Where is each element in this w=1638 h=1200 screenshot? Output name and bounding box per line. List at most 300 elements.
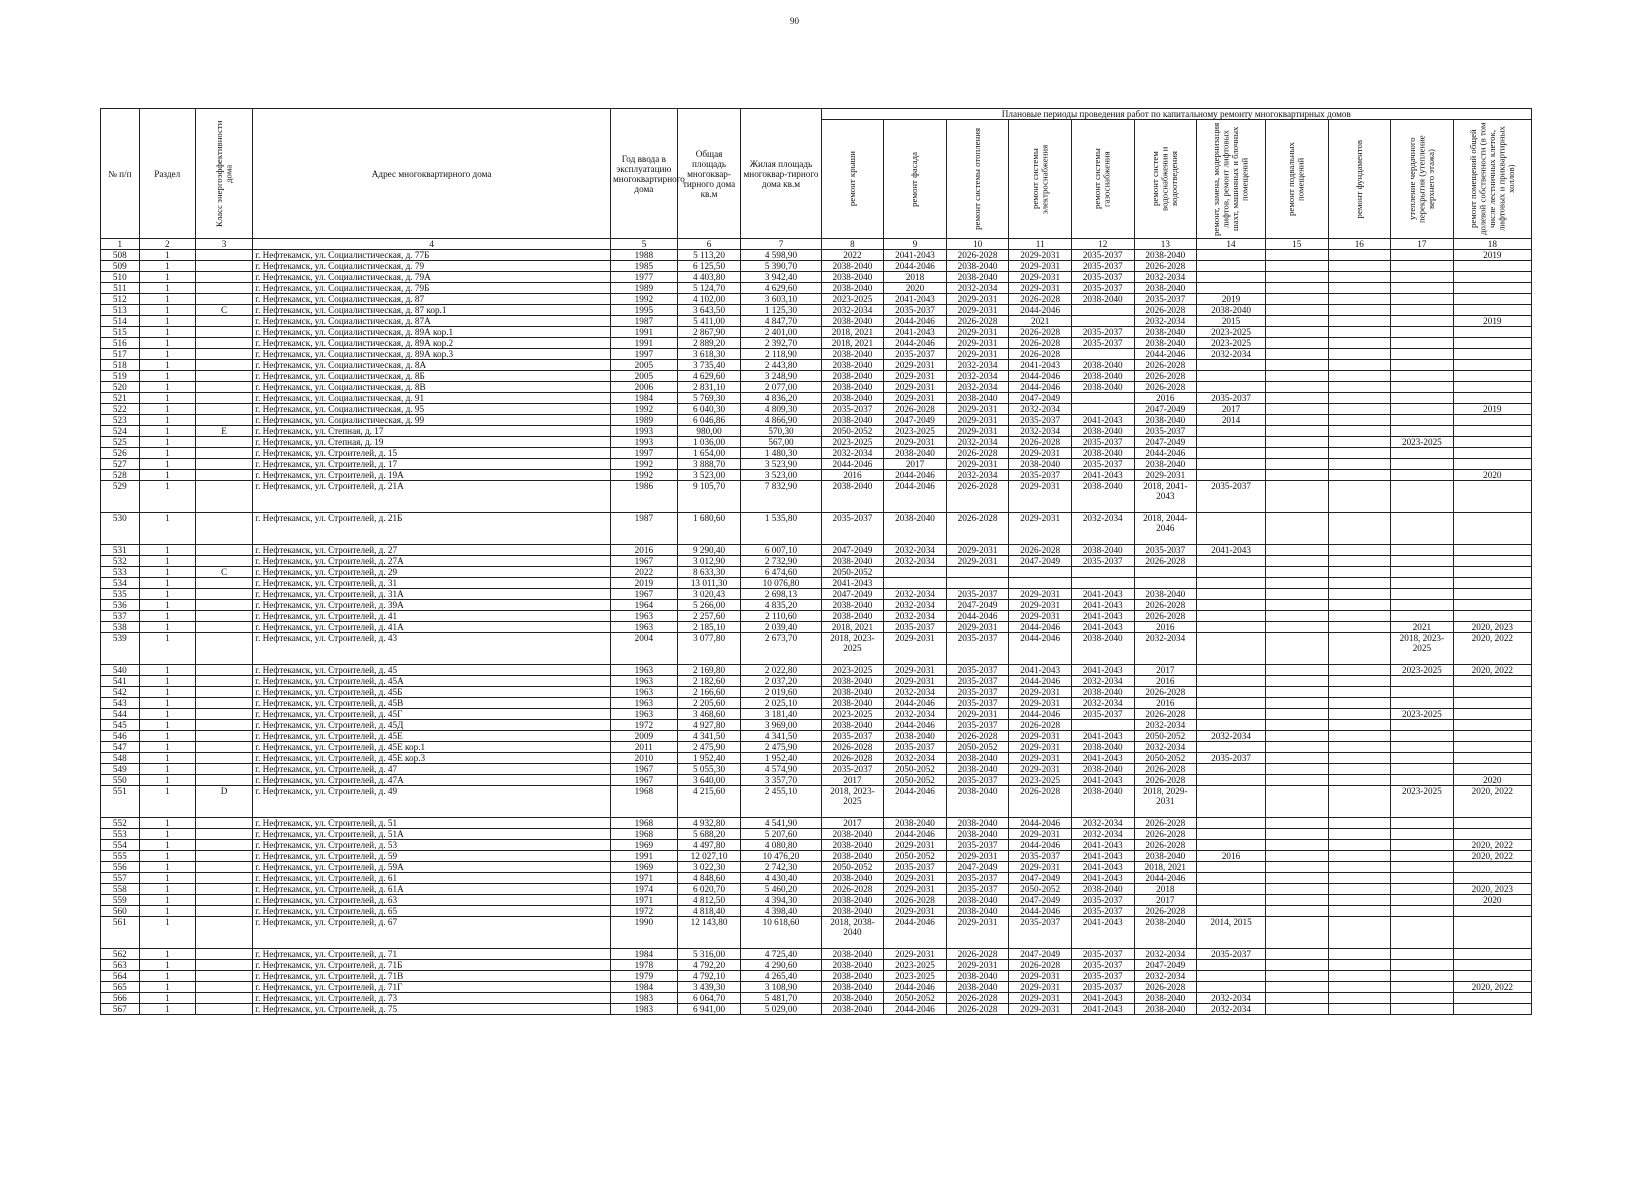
cell-energy-class: [195, 415, 252, 426]
cell-work-water: 2026-2028: [1134, 305, 1197, 316]
cell-work-foundation: [1328, 338, 1391, 349]
cell-work-facade: 2041-2043: [884, 294, 947, 305]
cell-living-area: 5 029,00: [741, 1004, 821, 1015]
cell-year: 1984: [610, 982, 677, 993]
cell-work-electricity: 2029-2031: [1009, 742, 1072, 753]
cell-energy-class: [195, 753, 252, 764]
cell-work-elevators: [1197, 578, 1266, 589]
cell-work-gas: 2035-2037: [1071, 906, 1134, 917]
cell-total-area: 5 055,30: [677, 764, 741, 775]
cell-work-heating: 2038-2040: [946, 261, 1009, 272]
cell-address: г. Нефтекамск, ул. Строителей, д. 45: [253, 665, 611, 676]
cell-total-area: 2 169,80: [677, 665, 741, 676]
cell-work-foundation: [1328, 393, 1391, 404]
cell-work-common-areas: 2020, 2022: [1453, 840, 1531, 851]
cell-work-basement: [1265, 622, 1328, 633]
cell-section: 1: [139, 371, 195, 382]
cell-year: 1963: [610, 687, 677, 698]
cell-work-water: 2026-2028: [1134, 261, 1197, 272]
cell-work-water: 2026-2028: [1134, 764, 1197, 775]
cell-section: 1: [139, 459, 195, 470]
cell-work-gas: 2041-2043: [1071, 731, 1134, 742]
cell-total-area: 12 143,80: [677, 917, 741, 949]
cell-work-attic: [1391, 393, 1454, 404]
cell-work-water: 2026-2028: [1134, 906, 1197, 917]
cell-work-heating: [946, 578, 1009, 589]
cell-work-common-areas: [1453, 731, 1531, 742]
cell-work-basement: [1265, 556, 1328, 567]
cell-work-common-areas: 2019: [1453, 250, 1531, 261]
table-row: [101, 709, 1532, 720]
cell-total-area: 5 316,00: [677, 949, 741, 960]
cell-section: 1: [139, 360, 195, 371]
table-row: [101, 437, 1532, 448]
cell-work-roof: 2038-2040: [821, 611, 884, 622]
cell-section: 1: [139, 742, 195, 753]
cell-number: 547: [101, 742, 140, 753]
cell-address: г. Нефтекамск, ул. Строителей, д. 47А: [253, 775, 611, 786]
table-row: [101, 611, 1532, 622]
cell-work-foundation: [1328, 437, 1391, 448]
cell-address: г. Нефтекамск, ул. Строителей, д. 75: [253, 1004, 611, 1015]
cell-year: 1997: [610, 448, 677, 459]
capital-repair-table: [100, 108, 1532, 1015]
cell-work-facade: 2029-2031: [884, 676, 947, 687]
cell-work-gas: 2038-2040: [1071, 448, 1134, 459]
cell-work-attic: [1391, 261, 1454, 272]
cell-work-water: 2026-2028: [1134, 775, 1197, 786]
cell-work-water: 2018: [1134, 884, 1197, 895]
table-row: [101, 250, 1532, 261]
cell-work-gas: 2038-2040: [1071, 371, 1134, 382]
cell-work-heating: 2032-2034: [946, 371, 1009, 382]
cell-work-water: 2038-2040: [1134, 327, 1197, 338]
cell-work-foundation: [1328, 960, 1391, 971]
cell-work-water: 2050-2052: [1134, 731, 1197, 742]
cell-work-gas: 2038-2040: [1071, 360, 1134, 371]
cell-total-area: 6 040,30: [677, 404, 741, 415]
cell-work-electricity: 2029-2031: [1009, 753, 1072, 764]
cell-work-electricity: 2041-2043: [1009, 360, 1072, 371]
cell-address: г. Нефтекамск, ул. Строителей, д. 45Е кор.1: [253, 742, 611, 753]
cell-energy-class: [195, 481, 252, 513]
cell-energy-class: D: [195, 786, 252, 818]
cell-work-elevators: [1197, 709, 1266, 720]
cell-work-elevators: [1197, 459, 1266, 470]
cell-work-heating: 2038-2040: [946, 786, 1009, 818]
cell-work-roof: 2026-2028: [821, 742, 884, 753]
cell-living-area: 4 866,90: [741, 415, 821, 426]
cell-address: г. Нефтекамск, ул. Строителей, д. 39А: [253, 600, 611, 611]
cell-work-facade: 2029-2031: [884, 382, 947, 393]
cell-work-water: 2026-2028: [1134, 829, 1197, 840]
cell-energy-class: [195, 862, 252, 873]
cell-work-roof: 2038-2040: [821, 349, 884, 360]
cell-work-heating: 2026-2028: [946, 993, 1009, 1004]
cell-total-area: 3 618,30: [677, 349, 741, 360]
cell-work-foundation: [1328, 578, 1391, 589]
cell-total-area: 5 688,20: [677, 829, 741, 840]
cell-work-foundation: [1328, 415, 1391, 426]
cell-work-electricity: 2029-2031: [1009, 283, 1072, 294]
cell-work-water: 2016: [1134, 698, 1197, 709]
cell-work-common-areas: [1453, 349, 1531, 360]
cell-number: 518: [101, 360, 140, 371]
cell-work-basement: [1265, 371, 1328, 382]
cell-number: 514: [101, 316, 140, 327]
cell-living-area: 4 080,80: [741, 840, 821, 851]
cell-work-gas: [1071, 404, 1134, 415]
cell-work-water: 2038-2040: [1134, 338, 1197, 349]
cell-work-attic: [1391, 960, 1454, 971]
cell-work-attic: 2023-2025: [1391, 709, 1454, 720]
table-row: [101, 513, 1532, 545]
table-row: [101, 764, 1532, 775]
cell-work-facade: 2038-2040: [884, 731, 947, 742]
cell-work-common-areas: [1453, 448, 1531, 459]
cell-number: 508: [101, 250, 140, 261]
cell-work-roof: 2038-2040: [821, 382, 884, 393]
cell-work-basement: [1265, 437, 1328, 448]
cell-work-common-areas: [1453, 611, 1531, 622]
cell-living-area: 2 673,70: [741, 633, 821, 665]
cell-year: 1974: [610, 884, 677, 895]
cell-work-attic: [1391, 338, 1454, 349]
cell-energy-class: C: [195, 567, 252, 578]
cell-work-foundation: [1328, 829, 1391, 840]
cell-section: 1: [139, 448, 195, 459]
cell-work-electricity: 2035-2037: [1009, 470, 1072, 481]
cell-living-area: 6 007,10: [741, 545, 821, 556]
cell-work-heating: 2026-2028: [946, 250, 1009, 261]
cell-work-foundation: [1328, 676, 1391, 687]
cell-work-roof: 2038-2040: [821, 829, 884, 840]
cell-work-facade: 2029-2031: [884, 884, 947, 895]
cell-work-gas: 2041-2043: [1071, 415, 1134, 426]
cell-work-facade: 2023-2025: [884, 426, 947, 437]
table-row: [101, 622, 1532, 633]
cell-work-foundation: [1328, 327, 1391, 338]
cell-work-heating: 2035-2037: [946, 873, 1009, 884]
cell-work-gas: [1071, 349, 1134, 360]
cell-energy-class: [195, 327, 252, 338]
cell-section: 1: [139, 764, 195, 775]
table-row: [101, 862, 1532, 873]
cell-work-electricity: 2044-2046: [1009, 382, 1072, 393]
cell-work-heating: 2026-2028: [946, 513, 1009, 545]
cell-total-area: 5 124,70: [677, 283, 741, 294]
cell-work-heating: 2035-2037: [946, 589, 1009, 600]
cell-work-heating: 2038-2040: [946, 818, 1009, 829]
cell-section: 1: [139, 884, 195, 895]
cell-address: г. Нефтекамск, ул. Строителей, д. 59: [253, 851, 611, 862]
cell-address: г. Нефтекамск, ул. Социалистическая, д. 79А: [253, 272, 611, 283]
cell-work-water: 2032-2034: [1134, 949, 1197, 960]
cell-work-basement: [1265, 1004, 1328, 1015]
cell-work-electricity: 2044-2046: [1009, 840, 1072, 851]
cell-living-area: 3 942,40: [741, 272, 821, 283]
cell-total-area: 2 889,20: [677, 338, 741, 349]
cell-work-heating: 2035-2037: [946, 698, 1009, 709]
cell-living-area: 4 836,20: [741, 393, 821, 404]
cell-work-heating: 2047-2049: [946, 862, 1009, 873]
cell-total-area: 13 011,30: [677, 578, 741, 589]
cell-work-water: 2035-2037: [1134, 545, 1197, 556]
cell-year: 1990: [610, 917, 677, 949]
cell-work-heating: 2038-2040: [946, 895, 1009, 906]
cell-work-basement: [1265, 982, 1328, 993]
cell-work-gas: 2041-2043: [1071, 993, 1134, 1004]
cell-energy-class: [195, 371, 252, 382]
cell-year: 1991: [610, 851, 677, 862]
cell-work-attic: [1391, 567, 1454, 578]
cell-number: 550: [101, 775, 140, 786]
cell-work-attic: [1391, 884, 1454, 895]
cell-work-common-areas: [1453, 305, 1531, 316]
cell-number: 537: [101, 611, 140, 622]
cell-work-foundation: [1328, 665, 1391, 676]
cell-work-roof: 2035-2037: [821, 513, 884, 545]
cell-work-water: [1134, 578, 1197, 589]
cell-work-gas: 2038-2040: [1071, 294, 1134, 305]
cell-work-roof: 2047-2049: [821, 545, 884, 556]
cell-work-facade: 2032-2034: [884, 556, 947, 567]
cell-work-heating: [946, 567, 1009, 578]
cell-address: г. Нефтекамск, ул. Строителей, д. 73: [253, 993, 611, 1004]
cell-work-facade: 2029-2031: [884, 371, 947, 382]
cell-work-heating: 2029-2031: [946, 709, 1009, 720]
cell-work-elevators: [1197, 360, 1266, 371]
cell-work-basement: [1265, 338, 1328, 349]
cell-section: 1: [139, 589, 195, 600]
cell-work-water: 2038-2040: [1134, 589, 1197, 600]
cell-work-heating: 2026-2028: [946, 731, 1009, 742]
cell-living-area: 2 039,40: [741, 622, 821, 633]
cell-work-elevators: [1197, 971, 1266, 982]
cell-work-elevators: 2032-2034: [1197, 349, 1266, 360]
cell-work-electricity: 2050-2052: [1009, 884, 1072, 895]
cell-number: 523: [101, 415, 140, 426]
cell-work-attic: [1391, 481, 1454, 513]
column-index-row: [101, 239, 1532, 250]
cell-number: 565: [101, 982, 140, 993]
cell-total-area: 3 888,70: [677, 459, 741, 470]
cell-work-facade: [884, 567, 947, 578]
cell-number: 515: [101, 327, 140, 338]
cell-work-attic: [1391, 305, 1454, 316]
cell-work-common-areas: [1453, 742, 1531, 753]
cell-work-common-areas: [1453, 338, 1531, 349]
cell-work-gas: 2041-2043: [1071, 600, 1134, 611]
capital-repair-table-sheet: [100, 108, 1532, 1015]
cell-work-common-areas: [1453, 1004, 1531, 1015]
cell-section: 1: [139, 775, 195, 786]
cell-work-facade: 2026-2028: [884, 404, 947, 415]
cell-work-foundation: [1328, 305, 1391, 316]
cell-work-heating: 2035-2037: [946, 840, 1009, 851]
cell-number: 529: [101, 481, 140, 513]
cell-total-area: 1 036,00: [677, 437, 741, 448]
cell-work-basement: [1265, 250, 1328, 261]
cell-work-basement: [1265, 459, 1328, 470]
cell-work-gas: 2041-2043: [1071, 622, 1134, 633]
cell-work-facade: 2044-2046: [884, 261, 947, 272]
cell-work-water: 2026-2028: [1134, 709, 1197, 720]
cell-work-basement: [1265, 448, 1328, 459]
cell-number: 544: [101, 709, 140, 720]
cell-work-water: 2035-2037: [1134, 294, 1197, 305]
cell-section: 1: [139, 687, 195, 698]
cell-work-water: 2038-2040: [1134, 283, 1197, 294]
cell-work-heating: 2038-2040: [946, 829, 1009, 840]
cell-work-water: 2018, 2021: [1134, 862, 1197, 873]
cell-work-roof: 2038-2040: [821, 895, 884, 906]
table-row: [101, 382, 1532, 393]
cell-work-roof: 2017: [821, 818, 884, 829]
cell-total-area: 4 932,80: [677, 818, 741, 829]
cell-work-basement: [1265, 513, 1328, 545]
table-row: [101, 272, 1532, 283]
cell-number: 556: [101, 862, 140, 873]
cell-work-elevators: [1197, 982, 1266, 993]
cell-section: 1: [139, 600, 195, 611]
cell-work-facade: 2038-2040: [884, 448, 947, 459]
cell-work-basement: [1265, 873, 1328, 884]
cell-work-attic: [1391, 294, 1454, 305]
cell-work-foundation: [1328, 633, 1391, 665]
cell-work-common-areas: [1453, 720, 1531, 731]
table-row: [101, 261, 1532, 272]
cell-number: 540: [101, 665, 140, 676]
cell-work-foundation: [1328, 851, 1391, 862]
cell-living-area: 5 207,60: [741, 829, 821, 840]
cell-work-attic: [1391, 698, 1454, 709]
cell-work-foundation: [1328, 513, 1391, 545]
cell-work-common-areas: [1453, 283, 1531, 294]
cell-work-heating: 2032-2034: [946, 437, 1009, 448]
cell-work-gas: 2035-2037: [1071, 338, 1134, 349]
cell-section: 1: [139, 316, 195, 327]
cell-work-facade: 2029-2031: [884, 360, 947, 371]
cell-work-basement: [1265, 764, 1328, 775]
cell-address: г. Нефтекамск, ул. Строителей, д. 71Г: [253, 982, 611, 993]
cell-work-basement: [1265, 600, 1328, 611]
cell-work-common-areas: [1453, 687, 1531, 698]
cell-work-basement: [1265, 753, 1328, 764]
cell-work-elevators: [1197, 764, 1266, 775]
cell-work-attic: [1391, 272, 1454, 283]
cell-work-electricity: 2026-2028: [1009, 349, 1072, 360]
cell-year: 1969: [610, 840, 677, 851]
cell-work-electricity: 2029-2031: [1009, 731, 1072, 742]
cell-energy-class: [195, 382, 252, 393]
cell-work-elevators: 2035-2037: [1197, 393, 1266, 404]
cell-work-electricity: 2044-2046: [1009, 709, 1072, 720]
cell-living-area: 4 398,40: [741, 906, 821, 917]
cell-total-area: 4 497,80: [677, 840, 741, 851]
cell-work-heating: 2032-2034: [946, 360, 1009, 371]
cell-year: 1979: [610, 971, 677, 982]
header-work-electricity: ремонт системы электроснабжения: [1009, 120, 1072, 239]
cell-address: г. Нефтекамск, ул. Социалистическая, д. 87 кор.1: [253, 305, 611, 316]
cell-work-electricity: 2021: [1009, 316, 1072, 327]
cell-work-elevators: 2038-2040: [1197, 305, 1266, 316]
cell-living-area: 2 455,10: [741, 786, 821, 818]
cell-energy-class: [195, 775, 252, 786]
cell-work-basement: [1265, 960, 1328, 971]
cell-address: г. Нефтекамск, ул. Социалистическая, д. 89А кор.1: [253, 327, 611, 338]
cell-living-area: 3 248,90: [741, 371, 821, 382]
cell-energy-class: [195, 338, 252, 349]
cell-year: 1991: [610, 327, 677, 338]
cell-living-area: 4 835,20: [741, 600, 821, 611]
cell-work-water: 2038-2040: [1134, 993, 1197, 1004]
cell-energy-class: [195, 513, 252, 545]
cell-energy-class: [195, 294, 252, 305]
cell-section: 1: [139, 960, 195, 971]
cell-work-attic: [1391, 600, 1454, 611]
cell-work-roof: 2050-2052: [821, 426, 884, 437]
cell-work-attic: [1391, 895, 1454, 906]
cell-living-area: 4 394,30: [741, 895, 821, 906]
cell-work-roof: 2044-2046: [821, 459, 884, 470]
cell-work-foundation: [1328, 731, 1391, 742]
cell-address: г. Нефтекамск, ул. Строителей, д. 71В: [253, 971, 611, 982]
cell-work-common-areas: 2020: [1453, 895, 1531, 906]
cell-work-elevators: [1197, 786, 1266, 818]
cell-work-roof: 2023-2025: [821, 294, 884, 305]
cell-energy-class: [195, 993, 252, 1004]
cell-work-gas: 2035-2037: [1071, 971, 1134, 982]
cell-work-heating: 2029-2031: [946, 851, 1009, 862]
cell-work-basement: [1265, 567, 1328, 578]
cell-number: 552: [101, 818, 140, 829]
table-row: [101, 742, 1532, 753]
cell-work-electricity: 2032-2034: [1009, 426, 1072, 437]
cell-living-area: 567,00: [741, 437, 821, 448]
cell-living-area: 2 022,80: [741, 665, 821, 676]
cell-work-elevators: [1197, 448, 1266, 459]
cell-section: 1: [139, 698, 195, 709]
header-section: Раздел: [139, 109, 195, 239]
table-row: [101, 971, 1532, 982]
cell-work-basement: [1265, 360, 1328, 371]
cell-work-electricity: 2029-2031: [1009, 448, 1072, 459]
column-index: 5: [610, 239, 677, 250]
cell-work-electricity: 2032-2034: [1009, 404, 1072, 415]
cell-work-gas: 2035-2037: [1071, 283, 1134, 294]
cell-work-foundation: [1328, 349, 1391, 360]
cell-work-roof: 2038-2040: [821, 960, 884, 971]
cell-year: 1978: [610, 960, 677, 971]
cell-work-electricity: 2029-2031: [1009, 589, 1072, 600]
table-row: [101, 393, 1532, 404]
column-index: 1: [101, 239, 140, 250]
cell-total-area: 4 102,00: [677, 294, 741, 305]
cell-number: 520: [101, 382, 140, 393]
cell-work-water: 2026-2028: [1134, 687, 1197, 698]
cell-energy-class: [195, 949, 252, 960]
cell-work-common-areas: 2019: [1453, 404, 1531, 415]
cell-work-roof: 2038-2040: [821, 982, 884, 993]
table-row: [101, 676, 1532, 687]
cell-work-basement: [1265, 415, 1328, 426]
cell-work-foundation: [1328, 371, 1391, 382]
cell-work-common-areas: [1453, 294, 1531, 305]
table-row: [101, 665, 1532, 676]
cell-year: 1992: [610, 470, 677, 481]
cell-section: 1: [139, 338, 195, 349]
